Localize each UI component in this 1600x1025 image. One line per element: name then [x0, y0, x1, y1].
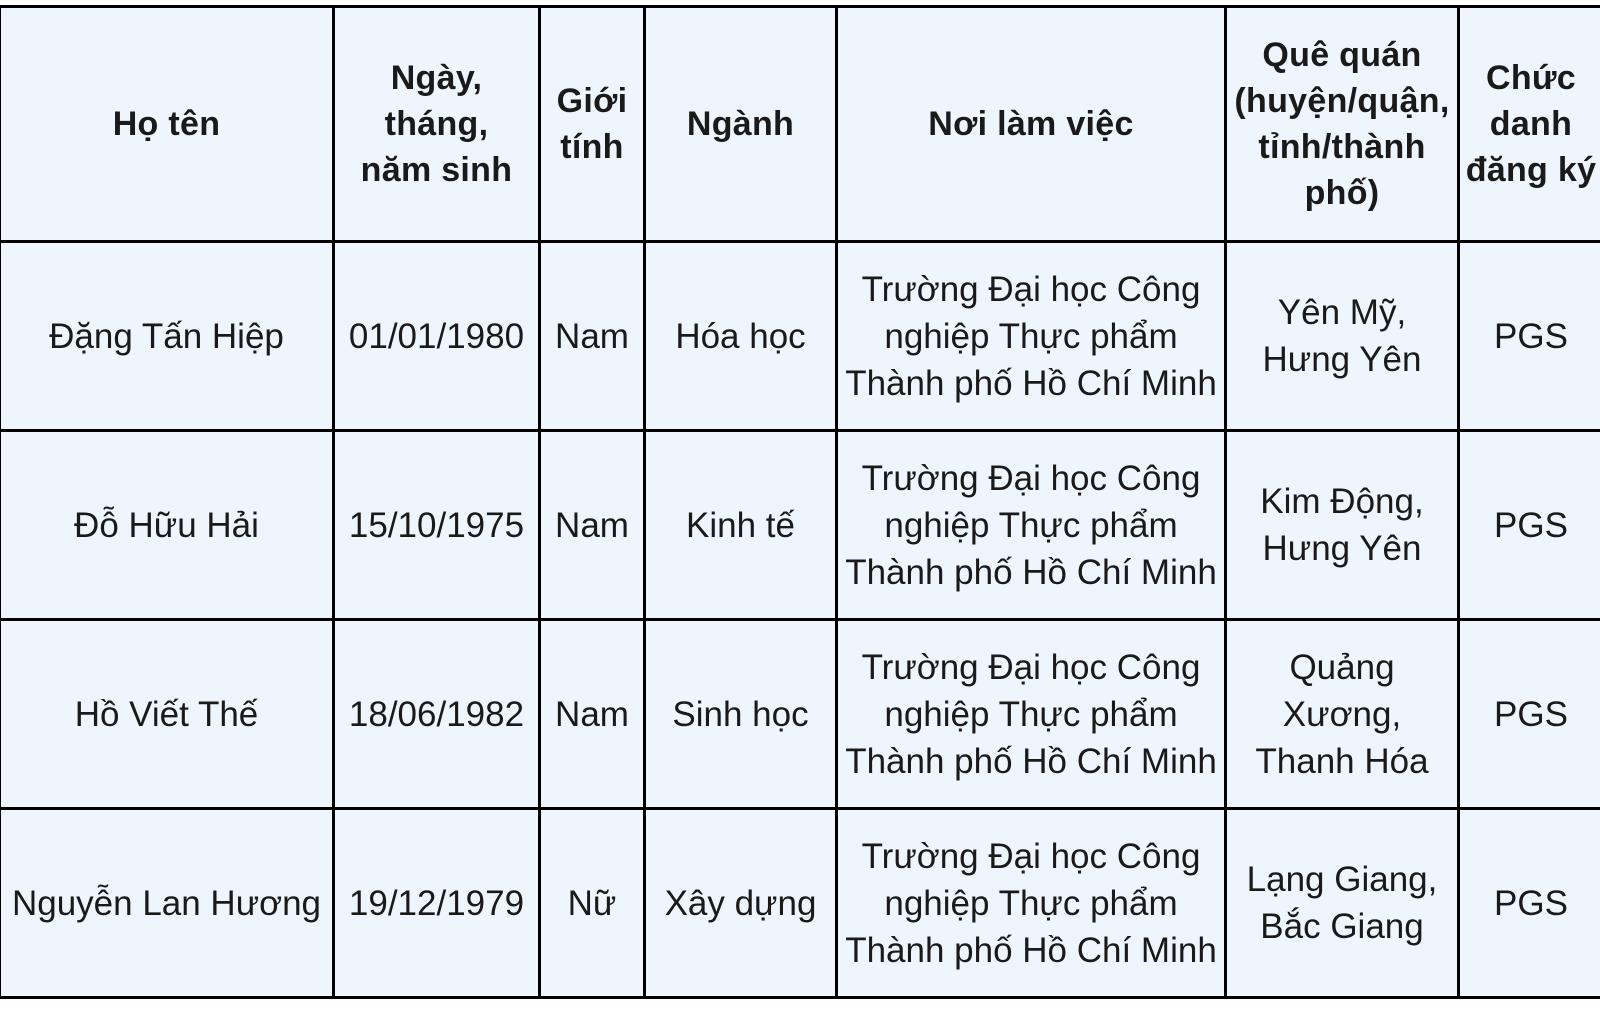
cell-gender: Nam	[540, 431, 645, 620]
cell-registered-title: PGS	[1459, 620, 1600, 809]
cell-workplace: Trường Đại học Công nghiệp Thực phẩm Thành phố Hồ Chí Minh	[837, 809, 1226, 998]
cell-date-of-birth: 18/06/1982	[334, 620, 540, 809]
header-name: Họ tên	[0, 7, 334, 242]
cell-date-of-birth: 15/10/1975	[334, 431, 540, 620]
header-gender: Giới tính	[540, 7, 645, 242]
cell-hometown: Kim Động, Hưng Yên	[1226, 431, 1459, 620]
header-hometown: Quê quán (huyện/quận, tỉnh/thành phố)	[1226, 7, 1459, 242]
cell-hometown: Quảng Xương, Thanh Hóa	[1226, 620, 1459, 809]
cell-registered-title: PGS	[1459, 431, 1600, 620]
cell-gender: Nam	[540, 242, 645, 431]
cell-field: Sinh học	[645, 620, 837, 809]
cell-hometown: Lạng Giang, Bắc Giang	[1226, 809, 1459, 998]
cell-field: Hóa học	[645, 242, 837, 431]
cell-name: Nguyễn Lan Hương	[0, 809, 334, 998]
table-row	[0, 620, 1600, 809]
header-field: Ngành	[645, 7, 837, 242]
table-row	[0, 431, 1600, 620]
cell-date-of-birth: 19/12/1979	[334, 809, 540, 998]
cell-name: Đặng Tấn Hiệp	[0, 242, 334, 431]
table-row	[0, 809, 1600, 998]
cell-workplace: Trường Đại học Công nghiệp Thực phẩm Thành phố Hồ Chí Minh	[837, 431, 1226, 620]
cell-field: Kinh tế	[645, 431, 837, 620]
cell-workplace: Trường Đại học Công nghiệp Thực phẩm Thành phố Hồ Chí Minh	[837, 242, 1226, 431]
cell-name: Hồ Viết Thế	[0, 620, 334, 809]
header-workplace: Nơi làm việc	[837, 7, 1226, 242]
table-header-row	[0, 7, 1600, 242]
header-date-of-birth: Ngày, tháng, năm sinh	[334, 7, 540, 242]
cell-registered-title: PGS	[1459, 242, 1600, 431]
cell-registered-title: PGS	[1459, 809, 1600, 998]
cell-workplace: Trường Đại học Công nghiệp Thực phẩm Thành phố Hồ Chí Minh	[837, 620, 1226, 809]
cell-hometown: Yên Mỹ, Hưng Yên	[1226, 242, 1459, 431]
cell-date-of-birth: 01/01/1980	[334, 242, 540, 431]
cell-name: Đỗ Hữu Hải	[0, 431, 334, 620]
cell-field: Xây dựng	[645, 809, 837, 998]
cell-gender: Nữ	[540, 809, 645, 998]
cell-gender: Nam	[540, 620, 645, 809]
header-registered-title: Chức danh đăng ký	[1459, 7, 1600, 242]
candidate-table	[0, 5, 1600, 999]
table-row	[0, 242, 1600, 431]
